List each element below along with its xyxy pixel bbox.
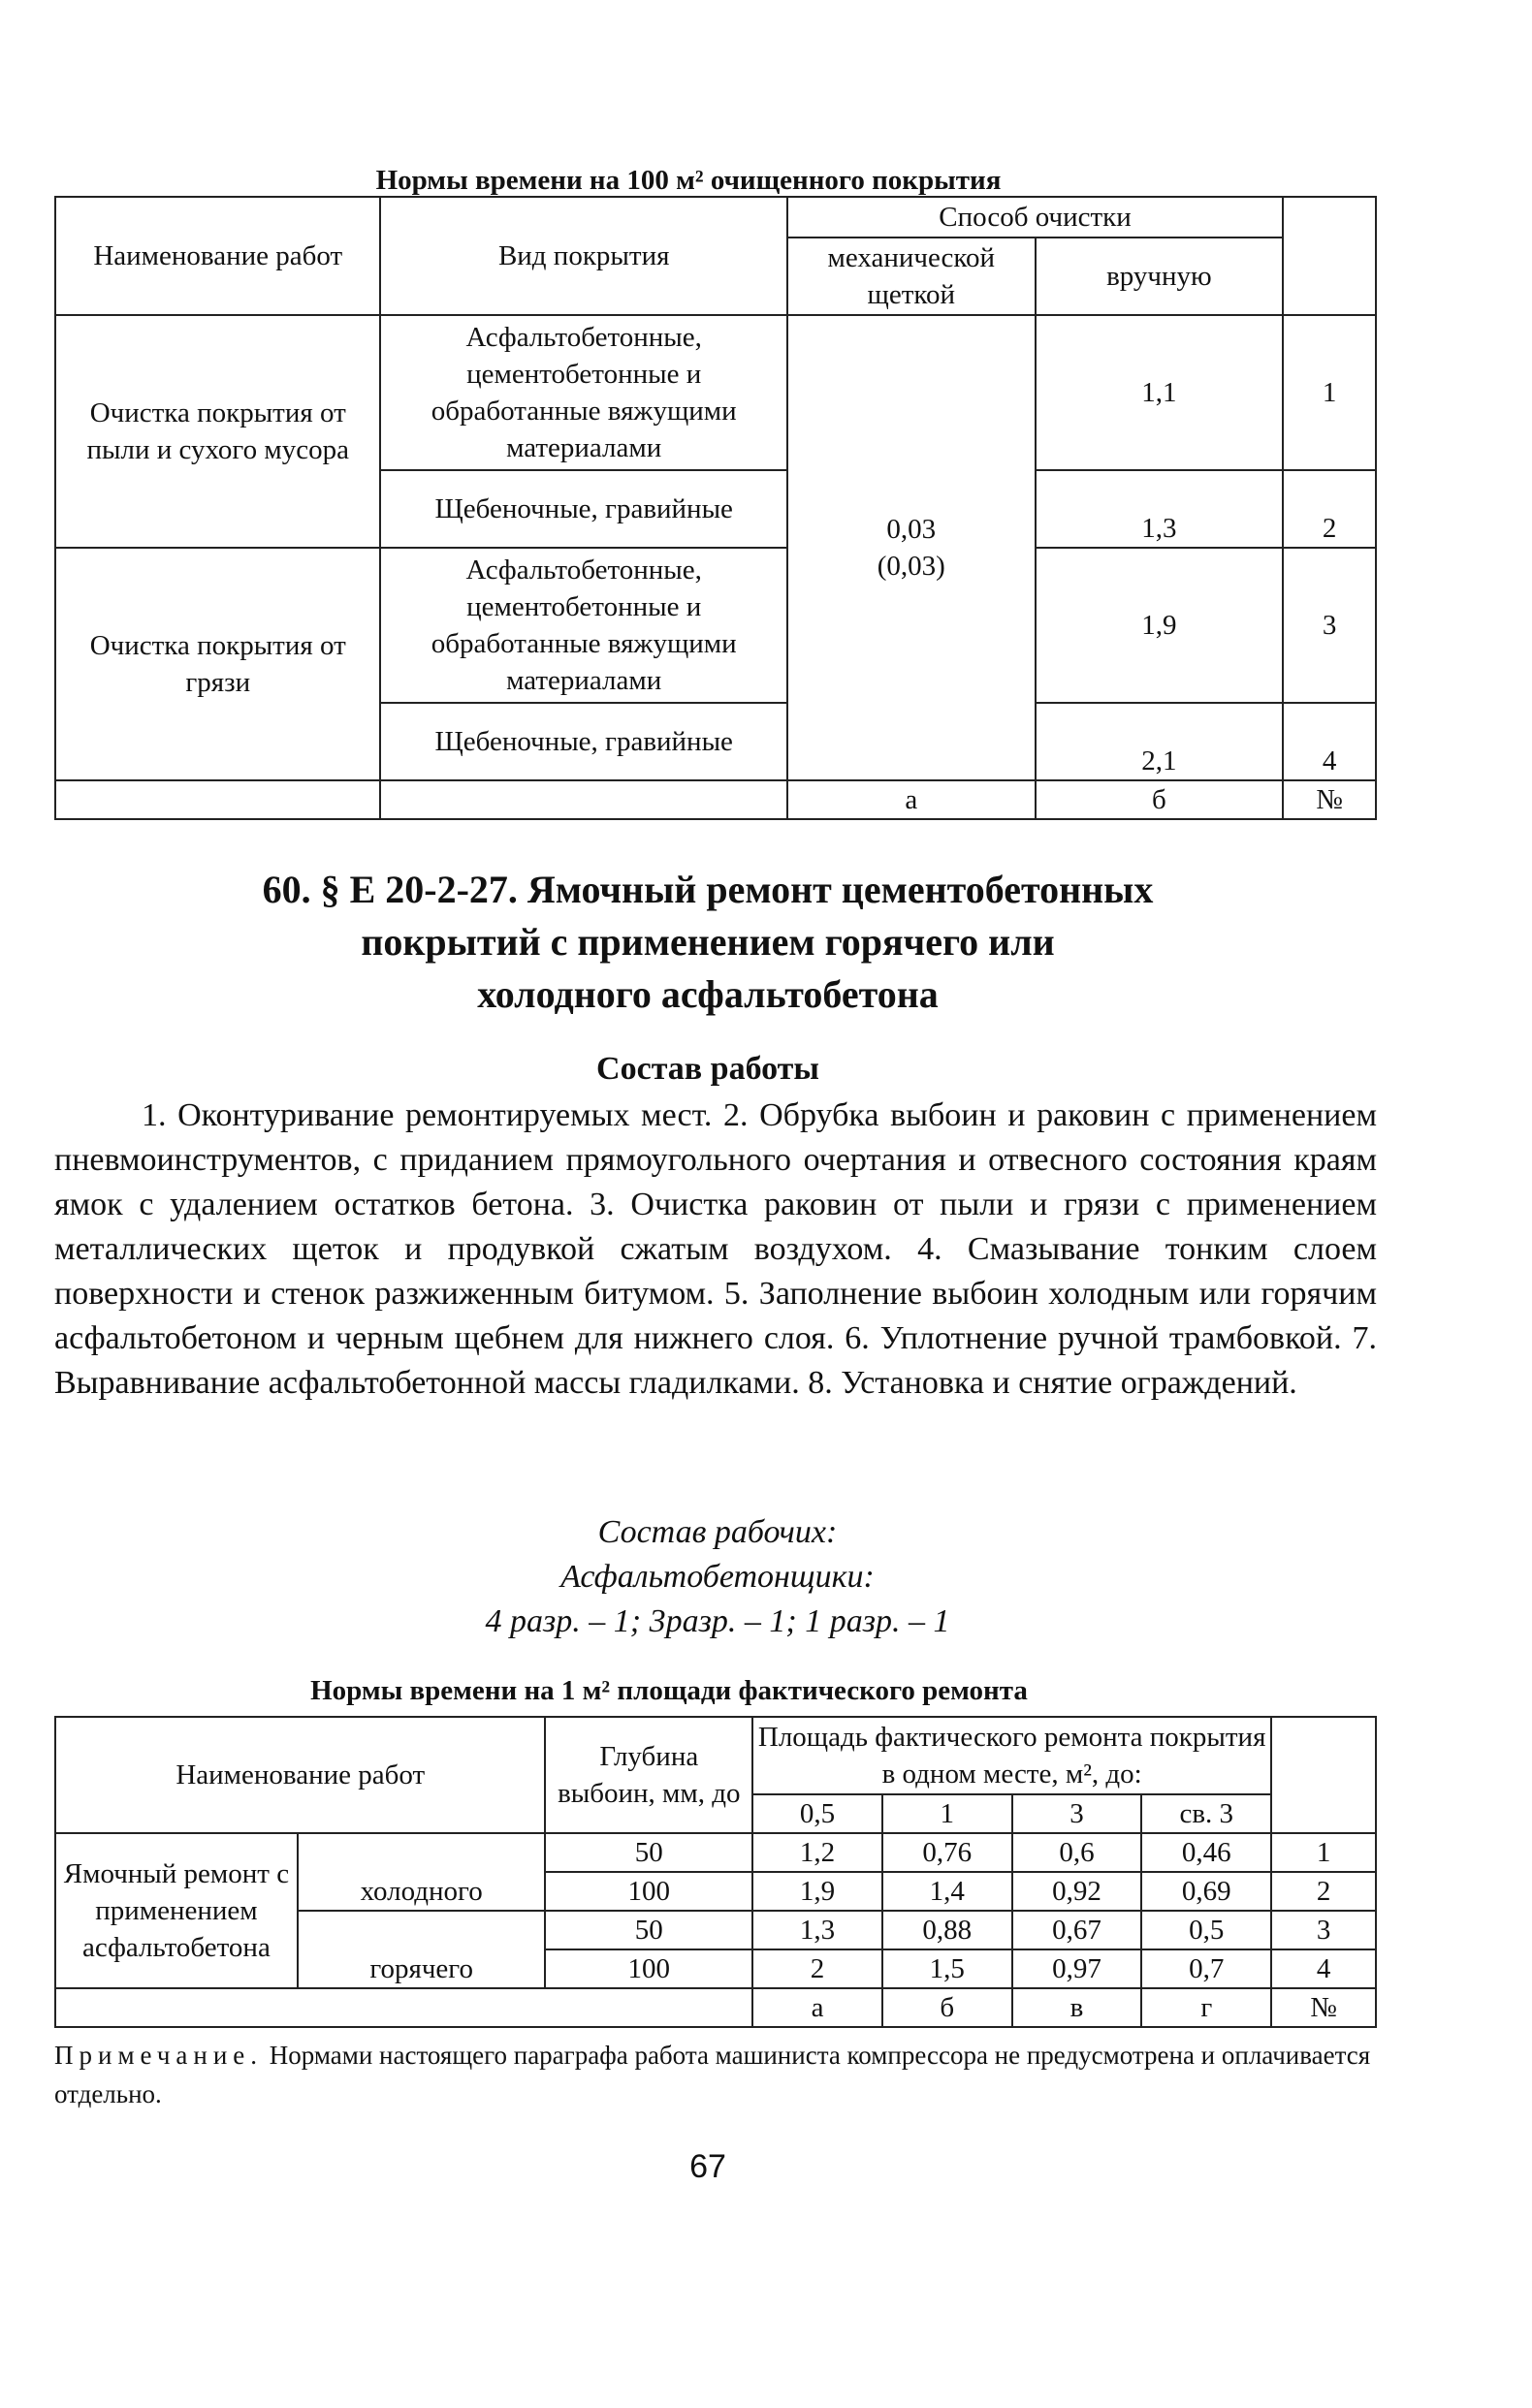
t2-value: 1,9 bbox=[752, 1872, 882, 1911]
t1-manual: 2,1 bbox=[1036, 703, 1284, 780]
t1-group-name: Очистка покрытия от пыли и сухого мусора bbox=[55, 315, 380, 548]
t2-head-col: 0,5 bbox=[752, 1794, 882, 1833]
t1-num: 4 bbox=[1283, 703, 1376, 780]
t2-value: 1,2 bbox=[752, 1833, 882, 1872]
t2-footer: г bbox=[1141, 1988, 1271, 2027]
section-title-line3: холодного асфальтобетона bbox=[477, 972, 939, 1016]
t1-footer-a: а bbox=[787, 780, 1036, 819]
t1-manual: 1,9 bbox=[1036, 548, 1284, 703]
table2-caption: Нормы времени на 1 м² площади фактического ремонта bbox=[310, 1675, 1028, 1706]
t1-footer-blank bbox=[55, 780, 380, 819]
table1-caption: Нормы времени на 100 м² очищенного покрытия bbox=[375, 165, 1002, 196]
t2-footer-blank bbox=[55, 1988, 752, 2027]
t2-head-col: 3 bbox=[1012, 1794, 1142, 1833]
t2-value: 1,4 bbox=[882, 1872, 1012, 1911]
t2-value: 0,67 bbox=[1012, 1911, 1142, 1949]
t2-footer: в bbox=[1012, 1988, 1142, 2027]
t2-value: 1,5 bbox=[882, 1949, 1012, 1988]
t2-footer: № bbox=[1271, 1988, 1376, 2027]
t2-head-col: 1 bbox=[882, 1794, 1012, 1833]
t1-footer-num: № bbox=[1283, 780, 1376, 819]
t2-type: холодного bbox=[298, 1833, 546, 1911]
t1-head-manual: вручную bbox=[1036, 238, 1284, 315]
t1-group-name: Очистка покрытия от грязи bbox=[55, 548, 380, 780]
t2-head-area: Площадь фактического ремонта покрытия в одном месте, м², до: bbox=[752, 1717, 1271, 1794]
table2 bbox=[54, 1716, 1377, 2028]
t2-value: 1,3 bbox=[752, 1911, 882, 1949]
t1-footer-b: б bbox=[1036, 780, 1284, 819]
t2-head-col: св. 3 bbox=[1141, 1794, 1271, 1833]
workers-line3: 4 разр. – 1; 3разр. – 1; 1 разр. – 1 bbox=[485, 1603, 950, 1639]
t2-num: 1 bbox=[1271, 1833, 1376, 1872]
t2-value: 0,76 bbox=[882, 1833, 1012, 1872]
t2-type: горячего bbox=[298, 1911, 546, 1988]
t1-mech-value-paren: (0,03) bbox=[877, 551, 945, 582]
t2-value: 0,88 bbox=[882, 1911, 1012, 1949]
t2-value: 0,97 bbox=[1012, 1949, 1142, 1988]
workers-line2: Асфальтобетонщики: bbox=[560, 1559, 875, 1595]
t2-value: 0,7 bbox=[1141, 1949, 1271, 1988]
t1-footer-blank bbox=[380, 780, 786, 819]
t1-cover: Асфальтобетонные, цементобетонные и обработанные вяжущими материалами bbox=[380, 548, 786, 703]
section-title-line1: 60. § Е 20-2-27. Ямочный ремонт цементобетонных bbox=[262, 868, 1154, 911]
t2-value: 0,92 bbox=[1012, 1872, 1142, 1911]
work-heading: Состав работы bbox=[596, 1051, 819, 1087]
t2-footer: б bbox=[882, 1988, 1012, 2027]
t2-value: 2 bbox=[752, 1949, 882, 1988]
t1-manual: 1,3 bbox=[1036, 470, 1284, 548]
t1-mech-value bbox=[787, 315, 1036, 780]
t2-value: 0,6 bbox=[1012, 1833, 1142, 1872]
t1-head-blank bbox=[1283, 197, 1376, 315]
t2-head-depth: Глубина выбоин, мм, до bbox=[545, 1717, 752, 1833]
note-text: Нормами настоящего параграфа работа машиниста компрессора не предусмотрена и оплачивается отдельно. bbox=[54, 2041, 1371, 2108]
t2-head-name: Наименование работ bbox=[55, 1717, 545, 1833]
workers-line1: Состав рабочих: bbox=[597, 1514, 838, 1550]
t1-manual: 1,1 bbox=[1036, 315, 1284, 470]
t2-depth: 100 bbox=[545, 1949, 752, 1988]
t2-depth: 100 bbox=[545, 1872, 752, 1911]
t2-value: 0,69 bbox=[1141, 1872, 1271, 1911]
t2-group-label: Ямочный ремонт с применением асфальтобетона bbox=[55, 1833, 298, 1988]
t1-cover: Асфальтобетонные, цементобетонные и обработанные вяжущими материалами bbox=[380, 315, 786, 470]
note-label: Примечание. bbox=[54, 2041, 264, 2070]
t1-head-method: Способ очистки bbox=[787, 197, 1283, 238]
t1-head-cover: Вид покрытия bbox=[380, 197, 786, 315]
t2-depth: 50 bbox=[545, 1911, 752, 1949]
t2-value: 0,5 bbox=[1141, 1911, 1271, 1949]
t2-num: 3 bbox=[1271, 1911, 1376, 1949]
section-title-line2: покрытий с применением горячего или bbox=[361, 920, 1055, 964]
t1-num: 2 bbox=[1283, 470, 1376, 548]
t2-head-blank bbox=[1271, 1717, 1376, 1833]
t1-mech-value-main: 0,03 bbox=[886, 514, 937, 545]
page-number: 67 bbox=[689, 2148, 726, 2185]
t1-head-name: Наименование работ bbox=[55, 197, 380, 315]
t1-head-mech: механической щеткой bbox=[787, 238, 1036, 315]
t2-num: 2 bbox=[1271, 1872, 1376, 1911]
work-paragraph: 1. Оконтуривание ремонтируемых мест. 2. Обрубка выбоин и раковин с применением пневмоинструментов, с приданием прямоугольного очертания и отвесного состояния краям ямок с удалением остатков бетона. 3. Очистка раковин от пыли и грязи с применением металлических щеток и продувкой сжатым воздухом. 4. Смазывание тонким слоем поверхности и стенок разжиженным битумом. 5. Заполнение выбоин холодным или горячим асфальтобетоном и черным щебнем для нижнего слоя. 6. Уплотнение ручной трамбовкой. 7. Выравнивание асфальтобетонной массы гладилками. 8. Установка и снятие ограждений. bbox=[54, 1097, 1377, 1401]
t1-cover: Щебеночные, гравийные bbox=[380, 470, 786, 548]
work-text bbox=[54, 1093, 1377, 1406]
table1 bbox=[54, 196, 1377, 820]
note bbox=[54, 2036, 1373, 2113]
t2-num: 4 bbox=[1271, 1949, 1376, 1988]
t1-num: 3 bbox=[1283, 548, 1376, 703]
t2-footer: а bbox=[752, 1988, 882, 2027]
t2-depth: 50 bbox=[545, 1833, 752, 1872]
t1-cover: Щебеночные, гравийные bbox=[380, 703, 786, 780]
t1-num: 1 bbox=[1283, 315, 1376, 470]
t2-value: 0,46 bbox=[1141, 1833, 1271, 1872]
